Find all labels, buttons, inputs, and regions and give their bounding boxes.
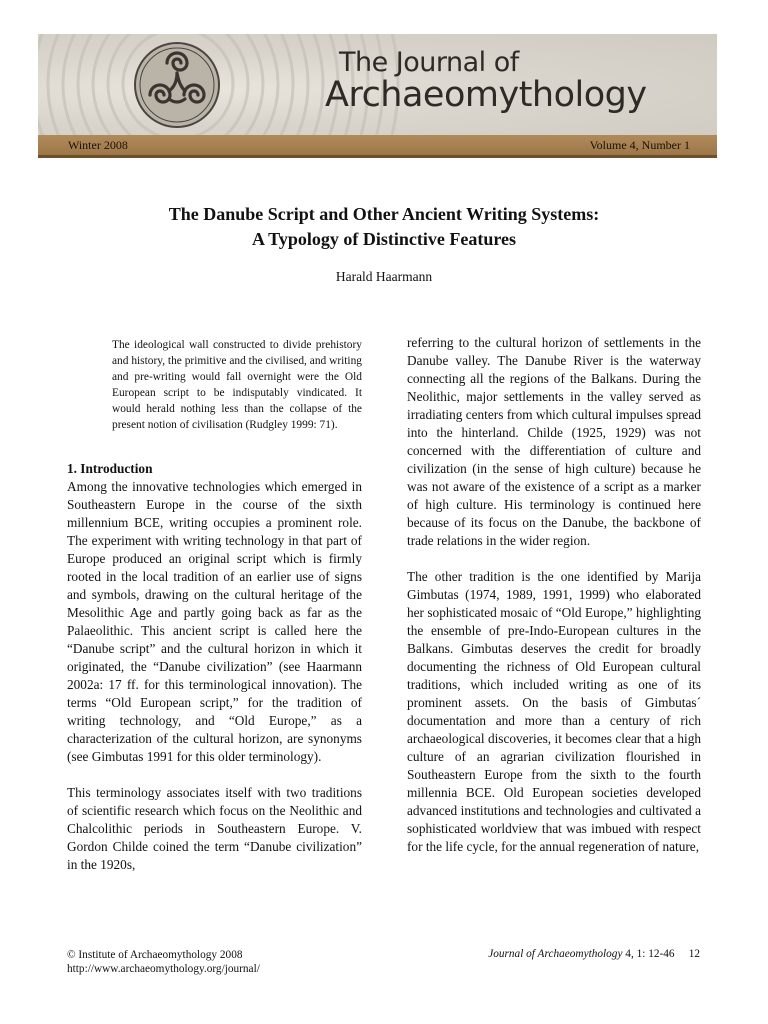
- journal-name-line1: The Journal of: [339, 47, 519, 78]
- copyright-text: © Institute of Archaeomythology 2008: [67, 949, 243, 961]
- article-title: [0, 202, 768, 252]
- paragraph: Among the innovative technologies which emerged in Southeastern Europe in the course of the sixth millennium BCE, writing occupies a prominent role. The experiment with writing technology in that part of Europe produced an original script which is firmly rooted in the local tradition of an earlier use of signs and symbols, drawing on the cultural heritage of the Mesolithic Age and partly going back as far as the Palaeolithic. This ancient script is called here the “Danube script” and the cultural horizon in which it originated, the “Danube civilization” (see Haarmann 2002a: 17 ff. for this terminological innovation). The terms “Old European script,” for the tradition of writing technology, and “Old Europe,” as a characterization of the cultural horizon, are synonyms (see Gimbutas 1991 for this older terminology).: [67, 479, 362, 764]
- paragraph: The other tradition is the one identified by Marija Gimbutas (1974, 1989, 1991, 1999) who elaborated her sophisticated mosaic of “Old Europe,” highlighting the ensemble of pre-Indo-European cultures in the Balkans. Gimbutas deserves the credit for broadly documenting the richness of Old European cultural traditions, which included writing as one of its prominent assets. On the basis of Gimbutas´ documentation and more than a century of rich archaeological discoveries, it becomes clear that a high culture of an agrarian civilization flourished in Southeastern Europe from the sixth to the fourth millennia BCE. Old European societies developed advanced institutions and technologies and cultivated a sophisticated worldview that was imbued with respect for the life cycle, for the annual regeneration of nature,: [407, 569, 701, 854]
- issue-date: Winter 2008: [68, 138, 128, 152]
- issue-volume: Volume 4, Number 1: [589, 138, 690, 152]
- paragraph: referring to the cultural horizon of settlements in the Danube valley. The Danube River is the waterway connecting all the regions of the Balkans. During the Neolithic, major settlements in the valley served as irradiating centers from which cultural impulses spread into the hinterland. Childe (1925, 1929) was not concerned with the differentiation of culture and civilization (in the sense of high culture) because he was not aware of the existence of a script as a marker of high culture. His terminology is continued here because of its focus on the Danube, the backbone of trade relations in the wider region.: [407, 335, 701, 548]
- epigraph: The ideological wall constructed to divide prehistory and history, the primitive and the civilised, and writing and pre-writing would fall overnight were the Old European script to be indisputably vindicated. It would herald nothing less than the collapse of the present notion of civilisation (Rudgley 1999: 71).: [112, 339, 362, 431]
- article-title-line2: A Typology of Distinctive Features: [252, 229, 516, 249]
- journal-name: [325, 49, 647, 113]
- article-title-line1: The Danube Script and Other Ancient Writing Systems:: [168, 204, 600, 224]
- journal-url-link[interactable]: http://www.archaeomythology.org/journal/: [67, 963, 260, 975]
- citation-ref: 4, 1: 12-46: [622, 948, 675, 960]
- footer-citation: [488, 948, 700, 960]
- paragraph: This terminology associates itself with two traditions of scientific research which focus on the Neolithic and Chalcolithic periods in Southeastern Europe. V. Gordon Childe coined the term “Danube civilization” in the 1920s,: [67, 785, 362, 872]
- right-column: [407, 334, 701, 856]
- issue-bar: [38, 135, 717, 158]
- page-number: 12: [688, 948, 700, 960]
- article-author: Harald Haarmann: [335, 269, 433, 284]
- footer-left: [67, 948, 260, 976]
- section-heading: 1. Introduction: [67, 461, 153, 476]
- journal-banner: [38, 34, 717, 135]
- journal-name-line2: Archaeomythology: [325, 75, 647, 115]
- citation-journal: Journal of Archaeomythology: [488, 948, 623, 960]
- left-column: [67, 460, 362, 874]
- triple-spiral-icon: [133, 41, 221, 129]
